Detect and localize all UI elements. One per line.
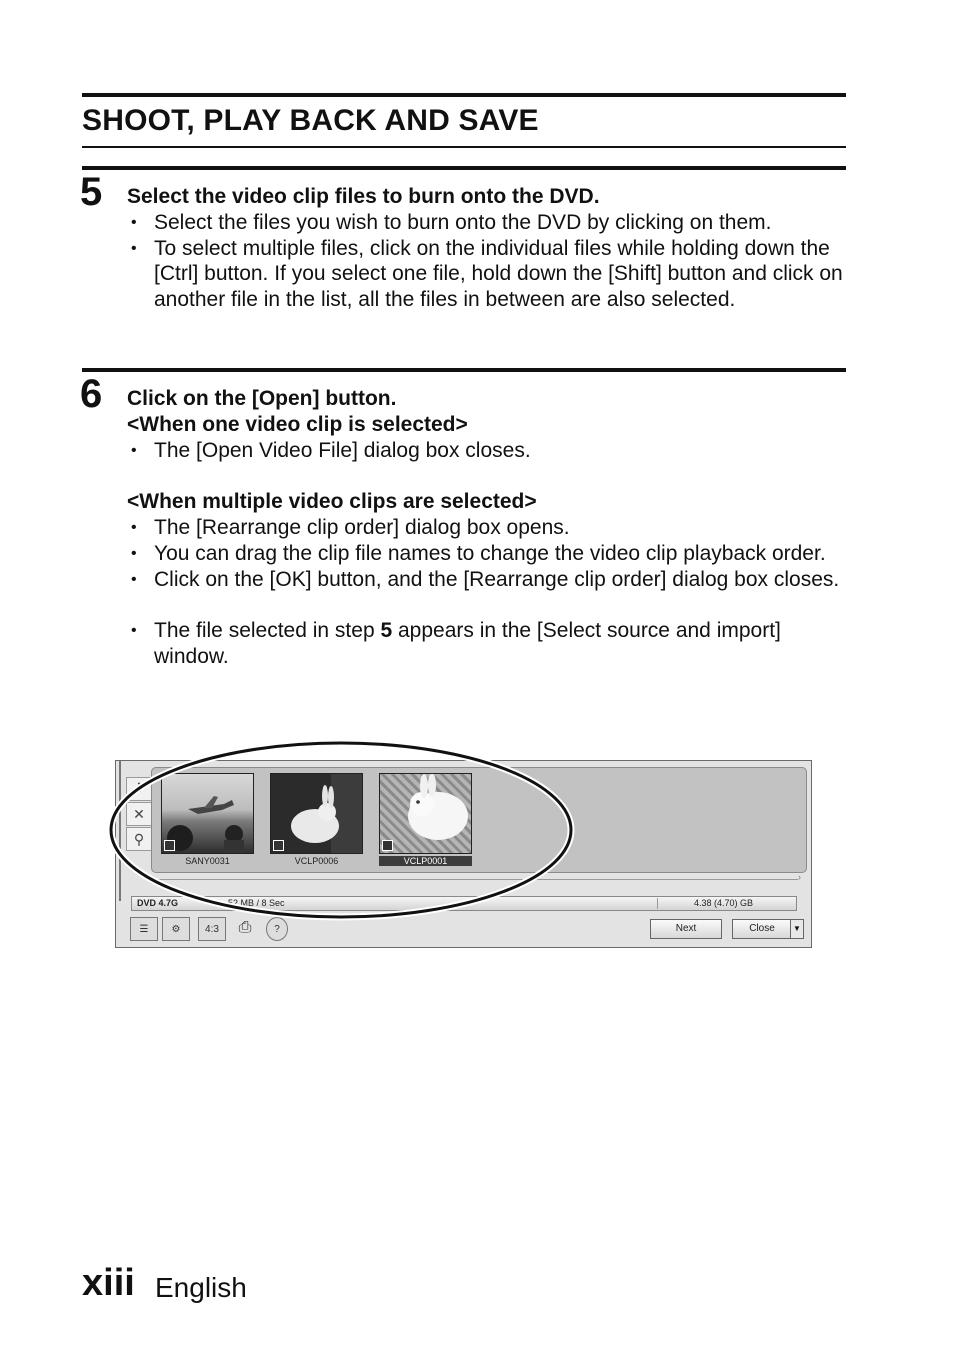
zoom-icon[interactable]: ⚲ bbox=[126, 827, 152, 851]
one-clip-heading: <When one video clip is selected> bbox=[127, 412, 468, 436]
next-button[interactable]: Next bbox=[650, 919, 722, 939]
one-clip-bullets bbox=[127, 438, 847, 464]
bullet-item: • The [Rearrange clip order] dialog box opens. bbox=[127, 515, 847, 541]
info-icon[interactable]: i bbox=[126, 777, 152, 801]
thumbnail-name: SANY0031 bbox=[185, 856, 230, 866]
highlight-ellipse bbox=[106, 738, 576, 922]
close-button[interactable]: Close bbox=[732, 919, 792, 939]
step6-body bbox=[127, 386, 847, 670]
step5-rule bbox=[82, 166, 846, 170]
multi-clip-bullets bbox=[127, 515, 847, 592]
disc-type[interactable]: DVD 4.7G bbox=[137, 898, 179, 908]
scroll-right-icon[interactable]: › bbox=[798, 872, 801, 882]
step6-number: 6 bbox=[80, 372, 103, 416]
step5-heading: Select the video clip files to burn onto the DVD. bbox=[127, 185, 600, 208]
step6-rule bbox=[82, 368, 846, 372]
bullet-item: • Select the files you wish to burn onto the DVD by clicking on them. bbox=[127, 210, 847, 236]
bullet-item: • You can drag the clip file names to change the video clip playback order. bbox=[127, 541, 847, 567]
step5-number: 5 bbox=[80, 170, 103, 214]
total-capacity: 4.38 (4.70) GB bbox=[694, 898, 754, 908]
bullet-item: • Click on the [OK] button, and the [Rearrange clip order] dialog box closes. bbox=[127, 567, 847, 593]
print-icon[interactable]: ⎙ bbox=[238, 919, 252, 936]
top-rule bbox=[82, 93, 846, 97]
bullet-item bbox=[127, 618, 847, 670]
multi-clip-heading: <When multiple video clips are selected> bbox=[127, 490, 537, 514]
final-bullet-after: appears in the [Select source and import] window. bbox=[154, 619, 781, 668]
bullet-item: • The [Open Video File] dialog box closes. bbox=[127, 438, 847, 464]
chevron-down-icon[interactable]: ▼ bbox=[790, 919, 804, 939]
thumbnail-name: VCLP0006 bbox=[294, 856, 339, 866]
bullet-item: • To select multiple files, click on the individual files while holding down the [Ctrl] button. If you select one file, hold down the [Shift] button and click on another file in the list, all the files in between are also selected. bbox=[127, 236, 847, 313]
aspect-ratio-icon[interactable]: 4:3 bbox=[198, 917, 226, 941]
settings-icon[interactable]: ⚙ bbox=[162, 917, 190, 941]
step6-heading: Click on the [Open] button. bbox=[127, 387, 397, 410]
step-reference: 5 bbox=[380, 619, 393, 643]
language-label: English bbox=[155, 1272, 247, 1303]
thumbnail-name: VCLP0001 bbox=[379, 856, 472, 866]
title-underline bbox=[82, 146, 846, 148]
delete-icon[interactable]: ✕ bbox=[126, 802, 152, 826]
page-title: SHOOT, PLAY BACK AND SAVE bbox=[82, 104, 539, 137]
page-number: xiii bbox=[82, 1262, 135, 1304]
step5-bullets bbox=[127, 210, 847, 313]
final-bullet-before: The file selected in step bbox=[154, 619, 381, 643]
step5-body bbox=[127, 184, 847, 313]
list-icon[interactable]: ☰ bbox=[130, 917, 158, 941]
final-bullets bbox=[127, 618, 847, 670]
help-icon[interactable]: ? bbox=[266, 917, 288, 941]
selected-size: 52 MB / 8 Sec bbox=[228, 898, 285, 908]
